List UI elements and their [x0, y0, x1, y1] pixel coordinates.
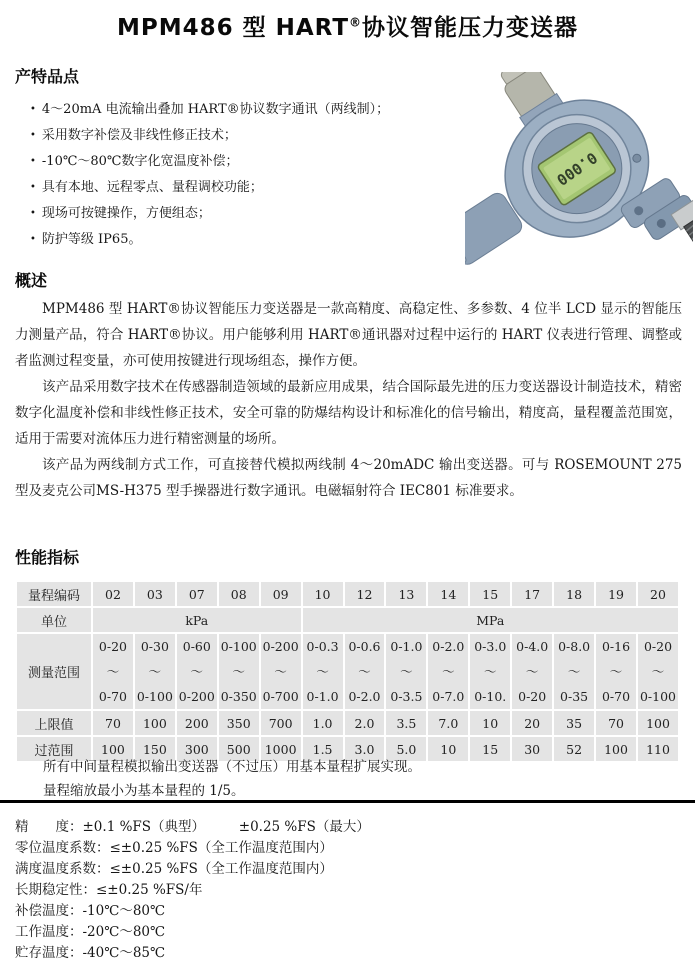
- table-cell: 0-200 ～ 0-700: [261, 634, 301, 709]
- specs-list: [0, 817, 695, 964]
- table-cell: 量程编码: [17, 582, 91, 606]
- overview-paragraph-2: 该产品采用数字技术在传感器制造领域的最新应用成果，结合国际最先进的压力变送器设计制造技术，精密数字化温度补偿和非线性修正技术，安全可靠的防爆结构设计和标准化的信号输出，精度高，量程覆盖范围宽，适用于需要对流体压力进行精密测量的场所。: [15, 379, 682, 447]
- table-cell: 15: [470, 582, 510, 606]
- table-cell: 30: [512, 737, 552, 761]
- table-cell: 0-20 ～ 0-70: [93, 634, 133, 709]
- table-cell: 1.0: [303, 711, 343, 735]
- table-cell: 过范围: [17, 737, 91, 761]
- table-notes: [0, 755, 695, 803]
- table-cell: 03: [135, 582, 175, 606]
- table-cell: 100: [135, 711, 175, 735]
- spec-line: 贮存温度：-40℃～85℃: [15, 945, 166, 961]
- table-cell: 5.0: [386, 737, 426, 761]
- table-cell: 150: [135, 737, 175, 761]
- table-cell: 3.5: [386, 711, 426, 735]
- bullet-icon: •: [30, 234, 36, 245]
- table-cell: kPa: [93, 608, 301, 632]
- table-cell: 0-2.0 ～ 0-7.0: [428, 634, 468, 709]
- table-cell: 7.0: [428, 711, 468, 735]
- table-cell: 70: [93, 711, 133, 735]
- page-title: [0, 0, 695, 42]
- table-cell: 1.5: [303, 737, 343, 761]
- table-cell: 08: [219, 582, 259, 606]
- range-table: [15, 580, 680, 763]
- table-cell: 测量范围: [17, 634, 91, 709]
- table-cell: 200: [177, 711, 217, 735]
- spec-line: 补偿温度：-10℃～80℃: [15, 903, 166, 919]
- feature-item: • 4～20mA 电流输出叠加 HART®协议数字通讯（两线制）；: [30, 102, 390, 117]
- table-cell: 0-8.0 ～ 0-35: [554, 634, 594, 709]
- registered-trademark-icon: ®: [349, 15, 363, 30]
- table-cell: 17: [512, 582, 552, 606]
- table-cell: 13: [386, 582, 426, 606]
- table-cell: 1000: [261, 737, 301, 761]
- table-cell: 14: [428, 582, 468, 606]
- table-cell: 0-16 ～ 0-70: [596, 634, 636, 709]
- table-cell: 350: [219, 711, 259, 735]
- table-cell: 02: [93, 582, 133, 606]
- table-cell: 52: [554, 737, 594, 761]
- table-cell: 10: [303, 582, 343, 606]
- table-cell: 0-0.6 ～ 0-2.0: [345, 634, 385, 709]
- page-title-suffix: 协议智能压力变送器: [362, 15, 579, 41]
- table-cell: 10: [470, 711, 510, 735]
- feature-item: • 防护等级 IP65。: [30, 232, 142, 247]
- table-cell: 10: [428, 737, 468, 761]
- table-cell: 09: [261, 582, 301, 606]
- section-features-heading: 产特品点: [15, 67, 80, 86]
- overview-paragraph-3: 该产品为两线制方式工作，可直接替代模拟两线制 4～20mADC 输出变送器。可与 ROSEMOUNT 275 型及麦克公司MS-H375 型手操器进行数字通讯。电磁辐射符合 IEC801 标准要求。: [15, 457, 682, 499]
- feature-item: • 采用数字补偿及非线性修正技术；: [30, 128, 237, 143]
- section-performance-heading: 性能指标: [15, 548, 80, 567]
- table-cell: 15: [470, 737, 510, 761]
- table-cell: 110: [638, 737, 678, 761]
- spec-line: 工作温度：-20℃～80℃: [15, 924, 166, 940]
- table-cell: 300: [177, 737, 217, 761]
- range-table-wrap: [15, 580, 680, 763]
- table-cell: 07: [177, 582, 217, 606]
- bullet-icon: •: [30, 182, 36, 193]
- table-cell: MPa: [303, 608, 678, 632]
- table-cell: 70: [596, 711, 636, 735]
- spec-line: 满度温度系数：≤±0.25 %FS（全工作温度范围内）: [15, 861, 333, 877]
- table-cell: 20: [638, 582, 678, 606]
- product-photo: [465, 72, 693, 284]
- feature-item: • 现场可按键操作，方便组态；: [30, 206, 211, 221]
- table-cell: 上限值: [17, 711, 91, 735]
- features-list: [0, 97, 450, 253]
- bullet-icon: •: [30, 104, 36, 115]
- table-cell: 500: [219, 737, 259, 761]
- table-cell: 100: [638, 711, 678, 735]
- table-cell: 0-30 ～ 0-100: [135, 634, 175, 709]
- table-cell: 0-4.0 ～ 0-20: [512, 634, 552, 709]
- table-cell: 单位: [17, 608, 91, 632]
- table-cell: 35: [554, 711, 594, 735]
- spec-line: 精 度：±0.1 %FS（典型） ±0.25 %FS（最大）: [15, 819, 370, 835]
- table-cell: 0-3.0 ～ 0-10.: [470, 634, 510, 709]
- bullet-icon: •: [30, 208, 36, 219]
- divider-rule: [0, 800, 695, 803]
- feature-item: • -10℃～80℃数字化宽温度补偿；: [30, 154, 239, 169]
- bullet-icon: •: [30, 130, 36, 141]
- table-cell: 700: [261, 711, 301, 735]
- table-cell: 0-100 ～ 0-350: [219, 634, 259, 709]
- feature-item: • 具有本地、远程零点、量程调校功能；: [30, 180, 263, 195]
- spec-line: 长期稳定性：≤±0.25 %FS/年: [15, 882, 203, 898]
- table-cell: 0-1.0 ～ 0-3.5: [386, 634, 426, 709]
- section-overview-heading: 概述: [15, 271, 48, 290]
- table-cell: 0-20 ～ 0-100: [638, 634, 678, 709]
- page-title-prefix: MPM486 型 HART: [116, 15, 350, 41]
- table-cell: 12: [345, 582, 385, 606]
- lcd-value: 0.000: [553, 148, 601, 189]
- table-note-2: 量程缩放最小为基本量程的 1/5。: [43, 783, 245, 799]
- table-note-1: 所有中间量程模拟输出变送器（不过压）用基本量程扩展实现。: [43, 759, 421, 775]
- table-cell: 0-0.3 ～ 0-1.0: [303, 634, 343, 709]
- table-cell: 2.0: [345, 711, 385, 735]
- table-cell: 0-60 ～ 0-200: [177, 634, 217, 709]
- pressure-transmitter-illustration: [465, 72, 693, 284]
- table-cell: 3.0: [345, 737, 385, 761]
- table-cell: 19: [596, 582, 636, 606]
- bullet-icon: •: [30, 156, 36, 167]
- overview-paragraph-1: MPM486 型 HART®协议智能压力变送器是一款高精度、高稳定性、多参数、4 位半 LCD 显示的智能压力测量产品，符合 HART®协议。用户能够利用 HART®通讯器对过程中运行的 HART 仪表进行管理、调整或者监测过程变量，亦可使用按键进行现场组态，操作方便。: [15, 301, 682, 369]
- spec-line: 零位温度系数：≤±0.25 %FS（全工作温度范围内）: [15, 840, 333, 856]
- overview-body: [0, 296, 695, 504]
- table-cell: 20: [512, 711, 552, 735]
- table-cell: 100: [596, 737, 636, 761]
- table-cell: 100: [93, 737, 133, 761]
- table-cell: 18: [554, 582, 594, 606]
